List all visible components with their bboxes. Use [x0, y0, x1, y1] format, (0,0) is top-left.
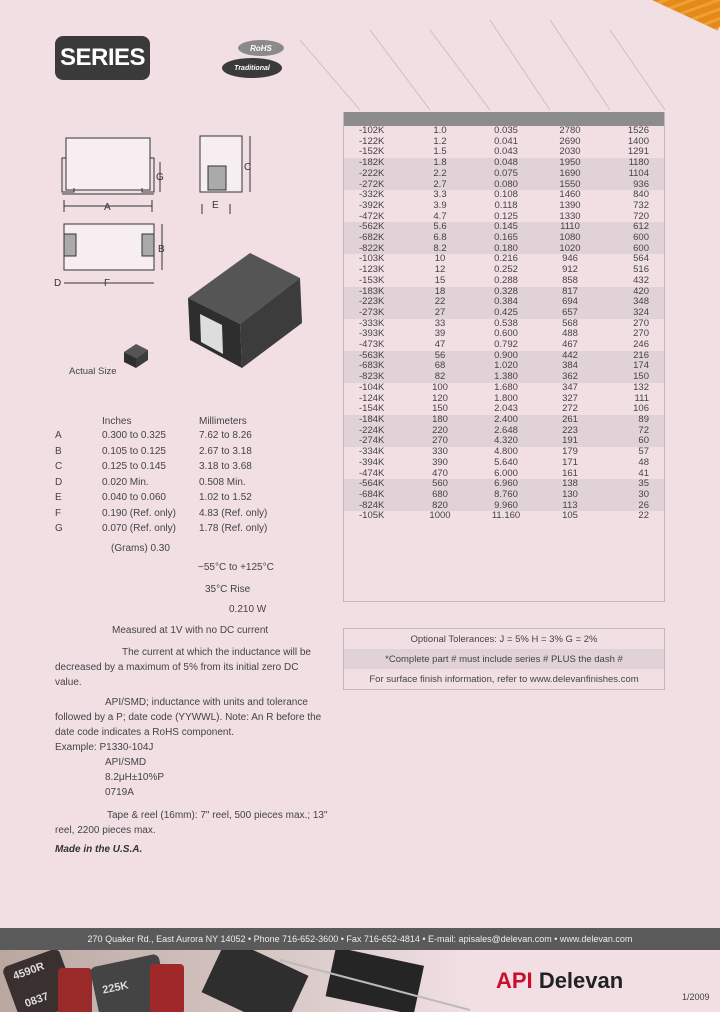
table-cell: -273K — [359, 306, 385, 318]
dim-label-b: B — [158, 244, 165, 255]
table-cell: 858 — [562, 274, 578, 286]
table-cell: 0.180 — [494, 242, 518, 254]
table-cell: 33 — [434, 317, 446, 329]
actual-size-label: Actual Size — [69, 366, 117, 377]
dim-label-d: D — [54, 278, 62, 289]
table-row — [343, 383, 665, 394]
table-cell: 1330 — [559, 210, 581, 222]
table-cell: 0.125 — [494, 210, 518, 222]
table-cell: -105K — [359, 510, 385, 522]
table-cell: 0.165 — [494, 232, 518, 244]
table-cell: 191 — [562, 435, 578, 447]
table-cell: 694 — [562, 296, 578, 308]
actual-size-component — [124, 344, 148, 368]
table-cell: 6.000 — [494, 467, 518, 479]
rohs-logo: RoHS — [238, 40, 284, 56]
table-cell: 564 — [633, 253, 649, 265]
table-cell: 467 — [562, 339, 578, 351]
weight-value: (Grams) 0.30 — [111, 543, 170, 554]
packaging-note: Tape & reel (16mm): 7" reel, 500 pieces max.; 13" reel, 2200 pieces max. — [55, 810, 328, 836]
table-cell: 105 — [562, 510, 578, 522]
table-cell: 2.2 — [433, 167, 447, 179]
table-cell: -224K — [359, 424, 385, 436]
table-cell: 600 — [633, 232, 649, 244]
electrical-specs-table — [343, 126, 665, 522]
table-cell: 18 — [434, 285, 446, 297]
table-cell: 0.216 — [494, 253, 518, 265]
dim-label-c: C — [244, 162, 252, 173]
table-cell: 560 — [432, 478, 448, 490]
table-cell: 0.328 — [494, 285, 518, 297]
table-cell: 8.760 — [494, 488, 518, 500]
power-value: 0.210 W — [229, 604, 267, 615]
table-cell: 0.080 — [494, 178, 518, 190]
table-cell: -274K — [359, 435, 385, 447]
table-cell: -182K — [359, 157, 385, 169]
table-cell: 270 — [633, 317, 649, 329]
table-cell: 246 — [633, 339, 649, 351]
table-cell: 0.043 — [494, 146, 518, 158]
example-line-3: 0719A — [105, 787, 134, 798]
table-cell: 39 — [434, 328, 446, 340]
table-cell: 120 — [432, 392, 448, 404]
table-cell: -124K — [359, 392, 385, 404]
dimension-inches: 0.125 to 0.145 — [102, 461, 166, 472]
table-cell: 270 — [633, 328, 649, 340]
table-cell: 1.380 — [494, 371, 518, 383]
table-cell: -472K — [359, 210, 385, 222]
table-cell: -394K — [359, 456, 385, 468]
table-cell: 568 — [562, 317, 578, 329]
table-cell: 111 — [634, 392, 649, 404]
brand-api: API — [496, 968, 533, 993]
table-cell: -684K — [359, 488, 385, 500]
table-cell: 2.400 — [494, 413, 518, 425]
table-cell: 0.425 — [494, 306, 518, 318]
table-cell: -152K — [359, 146, 385, 158]
table-cell: 1000 — [429, 510, 451, 522]
table-cell: 4.320 — [494, 435, 518, 447]
table-cell: 0.538 — [494, 317, 518, 329]
table-cell: -184K — [359, 413, 385, 425]
table-cell: 420 — [633, 285, 649, 297]
table-cell: -473K — [359, 339, 385, 351]
header-diagonal-lines — [290, 0, 720, 110]
table-cell: 516 — [633, 264, 649, 276]
table-cell: 106 — [633, 403, 649, 415]
table-cell: 113 — [562, 499, 578, 511]
table-cell: 22 — [434, 296, 446, 308]
table-cell: 8.2 — [433, 242, 447, 254]
series-badge: SERIES — [55, 36, 150, 80]
table-cell: 72 — [638, 424, 649, 436]
dimension-mm: 2.67 to 3.18 — [199, 445, 252, 457]
dimension-inches: 0.040 to 0.060 — [102, 492, 166, 503]
surface-finish-note: For surface finish information, refer to www.delevanfinishes.com — [369, 673, 639, 685]
table-cell: 680 — [432, 488, 448, 500]
table-cell: -123K — [359, 264, 385, 276]
table-cell: 1550 — [559, 178, 581, 190]
table-header-bar — [343, 112, 665, 126]
table-cell: 12 — [434, 264, 446, 276]
table-cell: 60 — [638, 435, 649, 447]
dimension-mm: 0.508 Min. — [199, 476, 246, 488]
table-cell: 1526 — [627, 125, 649, 136]
table-cell: 720 — [633, 210, 649, 222]
table-cell: 56 — [434, 349, 446, 361]
table-cell: 0.108 — [494, 189, 518, 201]
table-cell: 68 — [434, 360, 446, 372]
table-cell: 2.043 — [494, 403, 518, 415]
table-cell: 442 — [562, 349, 578, 361]
revision-date: 1/2009 — [682, 992, 710, 1002]
table-cell: 432 — [633, 274, 649, 286]
dimension-letter: C — [55, 461, 63, 472]
table-cell: 3.3 — [433, 189, 447, 201]
dimension-mm: 3.18 to 3.68 — [199, 461, 252, 472]
table-cell: 2030 — [559, 146, 581, 158]
bottom-view-drawing — [64, 224, 162, 283]
table-cell: 1.020 — [494, 360, 518, 372]
footer-contact-bar: 270 Quaker Rd., East Aurora NY 14052 • Phone 716-652-3600 • Fax 716-652-4814 • E-mail: apisales@delevan.com • www.delevan.com — [0, 928, 720, 950]
table-cell: 4.800 — [494, 446, 518, 458]
table-cell: 488 — [562, 328, 578, 340]
example-line-1: API/SMD — [105, 757, 147, 768]
table-cell: 1.680 — [494, 381, 518, 393]
table-cell: 1.0 — [433, 125, 447, 136]
table-cell: 150 — [633, 371, 649, 383]
table-cell: -102K — [359, 125, 385, 136]
table-cell: 1020 — [559, 242, 581, 254]
table-cell: 2.7 — [433, 178, 447, 190]
table-cell: 6.8 — [433, 232, 447, 244]
table-cell: 272 — [562, 403, 578, 415]
table-cell: 1291 — [627, 146, 649, 158]
table-cell: 384 — [562, 360, 578, 372]
table-cell: 82 — [434, 371, 446, 383]
table-cell: 912 — [562, 264, 578, 276]
end-view-drawing — [200, 136, 250, 214]
current-note: The current at which the inductance will be decreased by a maximum of 5% from its initial zero DC value. — [55, 647, 311, 688]
table-cell: 89 — [638, 413, 649, 425]
table-cell: 362 — [562, 371, 578, 383]
table-cell: 657 — [562, 306, 578, 318]
dim-label-a: A — [104, 202, 111, 213]
dimension-inches: 0.105 to 0.125 — [102, 445, 166, 457]
table-cell: 936 — [633, 178, 649, 190]
table-cell: 1400 — [627, 135, 649, 147]
table-cell: 138 — [562, 478, 578, 490]
table-cell: 390 — [432, 456, 448, 468]
table-cell: 732 — [633, 199, 649, 211]
table-cell: 612 — [633, 221, 649, 233]
dimension-letter: B — [55, 445, 62, 457]
table-cell: 600 — [633, 242, 649, 254]
dimension-inches: 0.190 (Ref. only) — [102, 507, 176, 519]
table-row — [343, 169, 665, 180]
dimension-mm: 1.78 (Ref. only) — [199, 523, 268, 534]
brand-delevan: Delevan — [538, 968, 624, 993]
table-cell: 1390 — [559, 199, 581, 211]
table-row — [343, 490, 665, 501]
table-cell: -474K — [359, 467, 385, 479]
table-row — [343, 458, 665, 469]
table-cell: -682K — [359, 232, 385, 244]
table-cell: 1.800 — [494, 392, 518, 404]
table-cell: -104K — [359, 381, 385, 393]
made-in-usa: Made in the U.S.A. — [55, 844, 143, 855]
table-cell: 261 — [562, 413, 578, 425]
table-cell: 179 — [562, 446, 578, 458]
table-cell: 347 — [562, 381, 578, 393]
table-cell: 132 — [633, 381, 649, 393]
table-cell: 171 — [562, 456, 578, 468]
table-cell: 0.048 — [494, 157, 518, 169]
table-cell: -683K — [359, 360, 385, 372]
temp-range-value: −55°C to +125°C — [198, 562, 274, 573]
table-cell: -564K — [359, 478, 385, 490]
table-cell: 48 — [638, 456, 649, 468]
table-cell: -823K — [359, 371, 385, 383]
api-delevan-logo — [496, 968, 623, 994]
table-cell: -822K — [359, 242, 385, 254]
table-cell: 10 — [434, 253, 446, 265]
table-cell: 4.7 — [433, 210, 447, 222]
table-cell: 216 — [633, 349, 649, 361]
table-cell: -334K — [359, 446, 385, 458]
table-cell: -824K — [359, 499, 385, 511]
table-cell: 1104 — [628, 167, 649, 179]
table-cell: 0.075 — [494, 167, 518, 179]
example-line-2: 8.2μH±10%P — [105, 772, 165, 783]
dim-label-g: G — [156, 172, 164, 183]
table-cell: 324 — [633, 306, 649, 318]
table-cell: 100 — [432, 381, 448, 393]
table-cell: 1110 — [560, 221, 580, 233]
table-cell: 270 — [432, 435, 448, 447]
table-cell: 1080 — [559, 232, 581, 244]
temp-rise-value: 35°C Rise — [205, 584, 251, 595]
dim-label-f: F — [104, 278, 111, 289]
table-cell: -333K — [359, 317, 385, 329]
table-cell: 840 — [633, 189, 649, 201]
table-cell: 1460 — [559, 189, 581, 201]
dimension-inches: 0.300 to 0.325 — [102, 430, 166, 441]
dim-label-e: E — [212, 200, 219, 211]
table-cell: -332K — [359, 189, 385, 201]
table-cell: 0.035 — [494, 125, 518, 136]
table-cell: 817 — [562, 285, 578, 297]
table-cell: 1180 — [628, 157, 649, 169]
dimension-inches: 0.070 (Ref. only) — [102, 523, 176, 534]
table-cell: -392K — [359, 199, 385, 211]
dimension-letter: G — [55, 523, 63, 534]
table-cell: -153K — [359, 274, 385, 286]
inches-header: Inches — [102, 416, 132, 427]
table-cell: 6.960 — [494, 478, 518, 490]
table-cell: 470 — [432, 467, 448, 479]
table-cell: -154K — [359, 403, 385, 415]
table-cell: -563K — [359, 349, 385, 361]
marking-note: API/SMD; inductance with units and tolerance followed by a P; date code (YYWWL). Note: An R before the date code indicates a RoHS component. — [55, 697, 322, 738]
table-cell: -103K — [359, 253, 385, 265]
table-cell: 27 — [434, 306, 446, 318]
table-cell: 220 — [432, 424, 448, 436]
table-cell: 1.5 — [433, 146, 447, 158]
table-cell: 0.252 — [494, 264, 518, 276]
table-cell: 348 — [633, 296, 649, 308]
table-cell: 0.145 — [494, 221, 518, 233]
dimension-letter: A — [55, 430, 62, 441]
table-cell: 5.640 — [494, 456, 518, 468]
table-cell: 330 — [432, 446, 448, 458]
dimension-letter: E — [55, 492, 62, 503]
table-cell: 2.648 — [494, 424, 518, 436]
table-cell: 22 — [638, 510, 649, 522]
table-cell: 2690 — [559, 135, 581, 147]
table-cell: 946 — [562, 253, 578, 265]
table-cell: 161 — [562, 467, 578, 479]
footer-product-photo — [0, 950, 470, 1012]
table-cell: 1690 — [559, 167, 581, 179]
table-cell: -272K — [359, 178, 385, 190]
table-cell: 47 — [434, 339, 446, 351]
measured-note: Measured at 1V with no DC current — [112, 625, 269, 636]
table-cell: 174 — [633, 360, 649, 372]
table-cell: -122K — [359, 135, 385, 147]
table-cell: -562K — [359, 221, 385, 233]
table-cell: 15 — [434, 274, 446, 286]
table-cell: 0.792 — [494, 339, 518, 351]
traditional-logo: Traditional — [222, 58, 282, 78]
table-cell: 35 — [638, 478, 649, 490]
component-render — [188, 253, 302, 368]
marking-example: Example: P1330-104J — [55, 742, 154, 753]
table-cell: 3.9 — [433, 199, 447, 211]
photo-text-1: 4590R — [11, 960, 46, 983]
table-cell: 26 — [638, 499, 649, 511]
photo-text-3: 0837 — [23, 990, 51, 1011]
table-row — [343, 276, 665, 287]
table-cell: 327 — [562, 392, 578, 404]
table-cell: 9.960 — [494, 499, 518, 511]
table-cell: 130 — [562, 488, 578, 500]
dimension-diagram — [50, 128, 310, 378]
table-cell: 5.6 — [433, 221, 447, 233]
table-cell: 223 — [562, 424, 578, 436]
table-cell: 0.384 — [494, 296, 518, 308]
table-cell: 57 — [638, 446, 649, 458]
table-cell: 0.900 — [494, 349, 518, 361]
table-cell: -393K — [359, 328, 385, 340]
dimension-letter: F — [55, 507, 62, 519]
table-cell: 0.288 — [494, 274, 518, 286]
table-cell: 150 — [432, 403, 448, 415]
table-cell: 0.041 — [494, 135, 518, 147]
table-cell: 1.2 — [433, 135, 447, 147]
dimension-mm: 1.02 to 1.52 — [199, 492, 252, 503]
table-cell: 1950 — [559, 157, 581, 169]
table-cell: 820 — [432, 499, 448, 511]
table-cell: -222K — [359, 167, 385, 179]
dimension-letter: D — [55, 476, 63, 488]
dimension-inches: 0.020 Min. — [102, 476, 149, 488]
table-cell: 41 — [638, 467, 649, 479]
table-cell: 180 — [432, 413, 448, 425]
table-cell: 1.8 — [433, 157, 447, 169]
tolerances-note: Optional Tolerances: J = 5% H = 3% G = 2% — [410, 633, 598, 645]
dimension-mm: 4.83 (Ref. only) — [199, 507, 268, 519]
table-cell: -223K — [359, 296, 385, 308]
table-row — [343, 511, 665, 522]
table-cell: 11.160 — [491, 510, 521, 522]
table-cell: 0.118 — [494, 199, 518, 211]
complete-part-note: *Complete part # must include series # PLUS the dash # — [344, 649, 664, 669]
mm-header: Millimeters — [199, 416, 247, 427]
table-cell: -183K — [359, 285, 385, 297]
table-cell: 2780 — [559, 125, 581, 136]
options-box — [343, 628, 665, 690]
side-view-drawing — [62, 138, 160, 212]
photo-text-2: 225K — [101, 979, 130, 997]
table-cell: 0.600 — [494, 328, 518, 340]
table-cell: 30 — [638, 488, 649, 500]
dimension-mm: 7.62 to 8.26 — [199, 430, 252, 441]
